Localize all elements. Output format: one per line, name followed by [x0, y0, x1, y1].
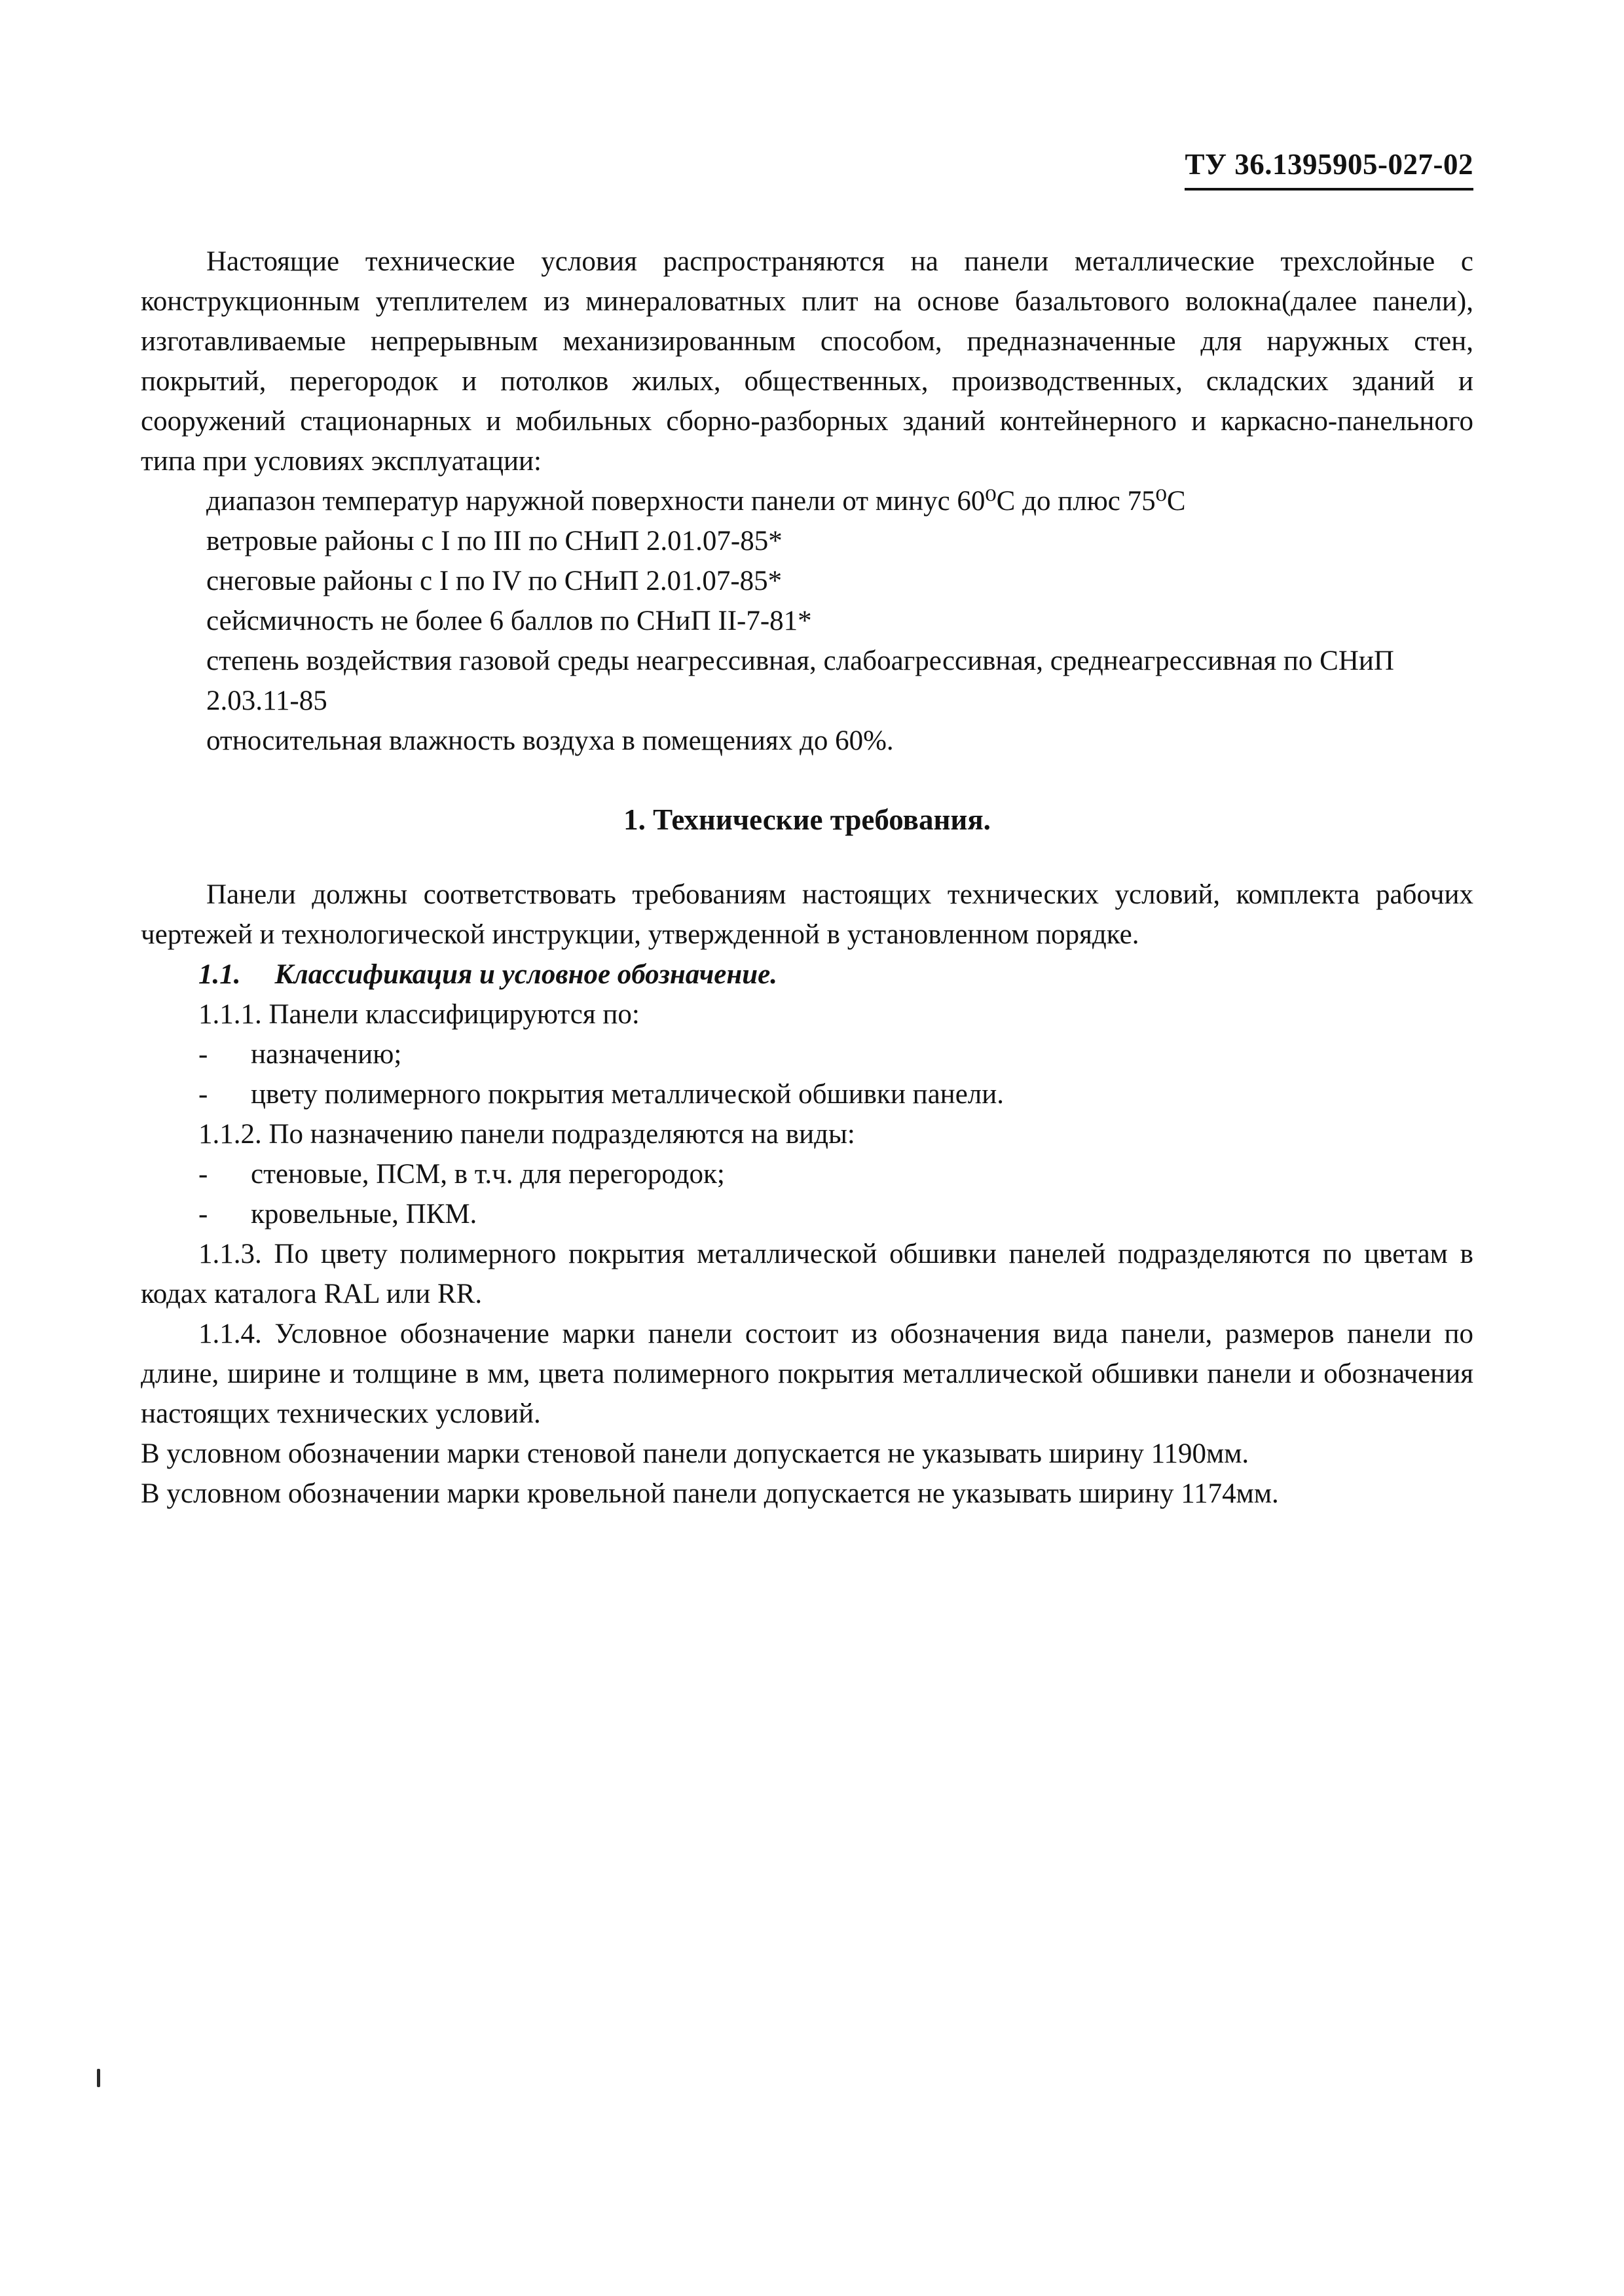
- clause-1-1-4: 1.1.4. Условное обозначение марки панели состоит из обозначения вида панели, размеров панели по длине, ширине и толщине в мм, цвета полимерного покрытия металлической обшивки панели и обозначения настоящих технических условий.: [141, 1319, 1473, 1429]
- list-item: [141, 1194, 1473, 1234]
- list-item-text: кровельные, ПКМ.: [251, 1199, 477, 1230]
- condition-item: диапазон температур наружной поверхности панели от минус 60⁰С до плюс 75⁰С: [206, 486, 1186, 517]
- clause-1-1-1: 1.1.1. Панели классифицируются по:: [198, 999, 640, 1030]
- subsection-number: 1.1.: [198, 959, 241, 990]
- section-intro-paragraph: Панели должны соответствовать требованиям настоящих технических условий, комплекта рабочих чертежей и технологической инструкции, утвержденной в установленном порядке.: [141, 879, 1473, 950]
- list-item-text: стеновые, ПСМ, в т.ч. для перегородок;: [251, 1159, 725, 1190]
- list-item: [141, 1034, 1473, 1074]
- wall-panel-note: В условном обозначении марки стеновой панели допускается не указывать ширину 1190мм.: [141, 1438, 1249, 1469]
- condition-item: снеговые районы с I по IV по СНиП 2.01.07-85*: [206, 566, 783, 596]
- scan-artifact-mark: [97, 2069, 100, 2087]
- subsection-title: Классификация и условное обозначение.: [274, 959, 777, 990]
- condition-item: ветровые районы с I по III по СНиП 2.01.07-85*: [206, 526, 783, 556]
- intro-paragraph: Настоящие технические условия распространяются на панели металлические трехслойные с конструкционным утеплителем из минераловатных плит на основе базальтового волокна(далее панели), изготавливаемые непрерывным механизированным способом, предназначенные для наружных стен, покрытий, перегородок и потолков жилых, общественных, производственных, складских зданий и сооружений стационарных и мобильных сборно-разборных зданий контейнерного и каркасно-панельного типа при условиях эксплуатации:: [141, 246, 1473, 477]
- clause-1-1-2: 1.1.2. По назначению панели подразделяются на виды:: [198, 1119, 855, 1150]
- dash-marker: -: [198, 1199, 208, 1230]
- header-row: [141, 147, 1473, 191]
- list-item-text: цвету полимерного покрытия металлической обшивки панели.: [251, 1079, 1004, 1110]
- list-item: [141, 1154, 1473, 1194]
- condition-item: сейсмичность не более 6 баллов по СНиП II-7-81*: [206, 606, 812, 636]
- dash-marker: -: [198, 1039, 208, 1070]
- dash-marker: -: [198, 1079, 208, 1110]
- list-item-text: назначению;: [251, 1039, 402, 1070]
- subsection-heading: [141, 955, 1473, 994]
- condition-item: степень воздействия газовой среды неагрессивная, слабоагрессивная, среднеагрессивная по СНиП 2.03.11-85: [206, 646, 1394, 716]
- document-number: ТУ 36.1395905-027-02: [1185, 147, 1473, 191]
- condition-item: относительная влажность воздуха в помещениях до 60%.: [206, 725, 894, 756]
- dash-marker: -: [198, 1159, 208, 1190]
- section-heading: 1. Технические требования.: [623, 803, 991, 836]
- clause-1-1-3: 1.1.3. По цвету полимерного покрытия металлической обшивки панелей подразделяются по цветам в кодах каталога RAL или RR.: [141, 1239, 1473, 1309]
- list-item: [141, 1074, 1473, 1114]
- roof-panel-note: В условном обозначении марки кровельной панели допускается не указывать ширину 1174мм.: [141, 1478, 1279, 1509]
